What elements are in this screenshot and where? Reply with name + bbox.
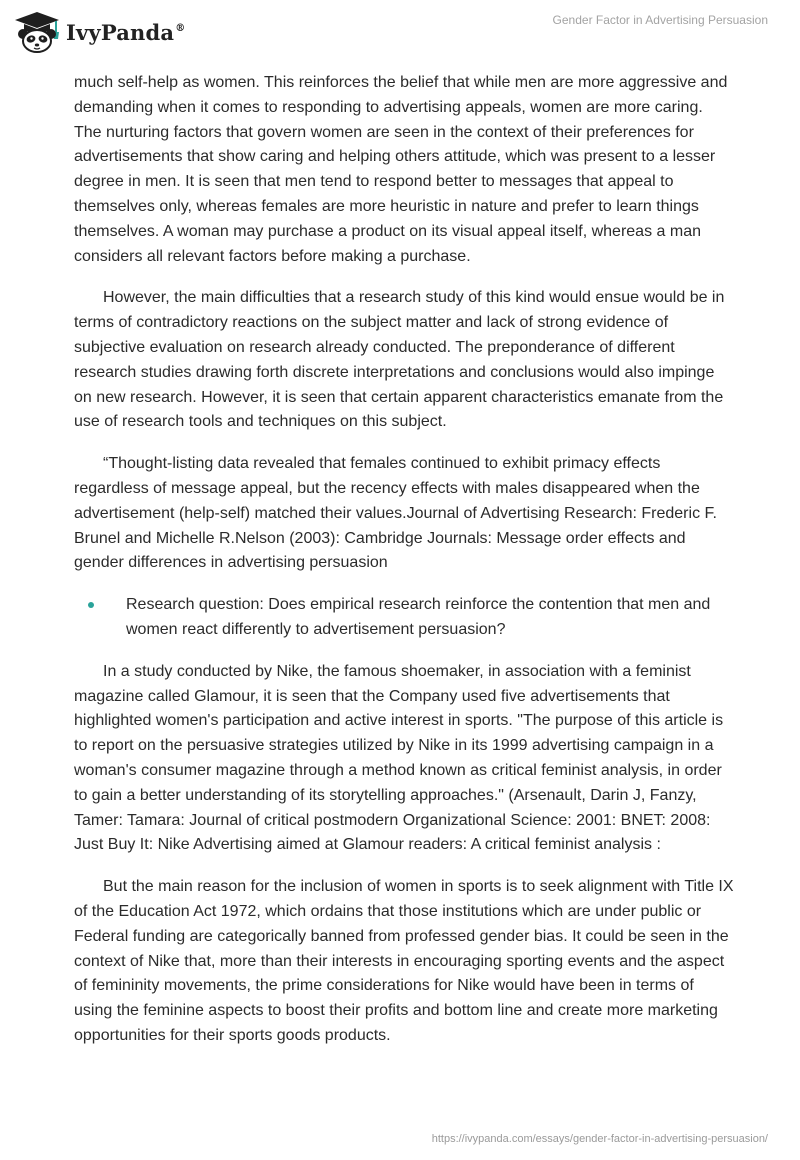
paragraph-2: However, the main difficulties that a research study of this kind would ensue would be in terms of contradictory reactions on the subject matter and lack of strong evidence of subjective evaluation on research already conducted. The preponderance of different research studies drawing forth discrete interpretations and conclusions would also impinge on new research. However, it is seen that certain apparent characteristics emanate from the use of research tools and techniques on this subject. (74, 289, 725, 431)
bullet-dot-icon (88, 602, 94, 608)
page-header (0, 0, 800, 70)
paragraph-5: But the main reason for the inclusion of women in sports is to seek alignment with Title IX of the Education Act 1972, which ordains that those institutions which are under public or Federal funding are categorically banned from professed gender bias. It could be seen in the context of Nike that, more than their interests in encouraging sporting events and the aspect of femininity movements, the prime considerations for Nike would have been in terms of using the feminine aspects to boost their profits and bottom line and create more marketing opportunities for their sports goods products. (74, 878, 734, 1044)
bullet-text: Research question: Does empirical research reinforce the contention that men and women react differently to advertisement persuasion? (126, 596, 711, 638)
footer-url[interactable]: https://ivypanda.com/essays/gender-factor-in-advertising-persuasion/ (431, 1133, 768, 1145)
essay-body (74, 71, 734, 1066)
panda-graduation-cap-icon (12, 10, 62, 54)
paragraph-4: In a study conducted by Nike, the famous shoemaker, in association with a feminist magazine called Glamour, it is seen that the Company used five advertisements that highlighted women's participation and active interest in sports. "The purpose of this article is to report on the persuasive strategies utilized by Nike in its 1999 advertising campaign in a woman's consumer magazine through a method known as critical feminist analysis, in order to gain a better understanding of its storytelling approaches." (Arsenault, Darin J, Fanzy, Tamer: Tamara: Journal of critical postmodern Organizational Science: 2001: BNET: 2008: Just Buy It: Nike Advertising aimed at Glamour readers: A critical feminist analysis : (74, 662, 724, 854)
brand-logo[interactable] (12, 10, 185, 54)
paragraph-3: “Thought-listing data revealed that females continued to exhibit primacy effects regardless of message appeal, but the recency effects with males disappeared when the advertisement (help-self) matched their values.Journal of Advertising Research: Frederic F. Brunel and Michelle R.Nelson (2003): Cambridge Journals: Message order effects and gender differences in advertising persuasion (74, 455, 717, 572)
document-title: Gender Factor in Advertising Persuasion (552, 13, 768, 27)
brand-name (66, 20, 185, 45)
list-item (74, 593, 734, 643)
paragraph-1: much self-help as women. This reinforces the belief that while men are more aggressive and demanding when it comes to responding to advertising appeals, women are more caring. The nurturing factors that govern women are seen in the context of their preferences for advertisements that show caring and helping others attitude, which was present to a lesser degree in men. It is seen that men tend to respond better to messages that appeal to themselves only, whereas females are more heuristic in nature and prefer to learn things themselves. A woman may purchase a product on its visual appeal itself, whereas a man considers all relevant factors before making a purchase. (74, 74, 728, 265)
registered-mark: ® (175, 22, 186, 34)
brand-name-text: IvyPanda (66, 19, 175, 45)
